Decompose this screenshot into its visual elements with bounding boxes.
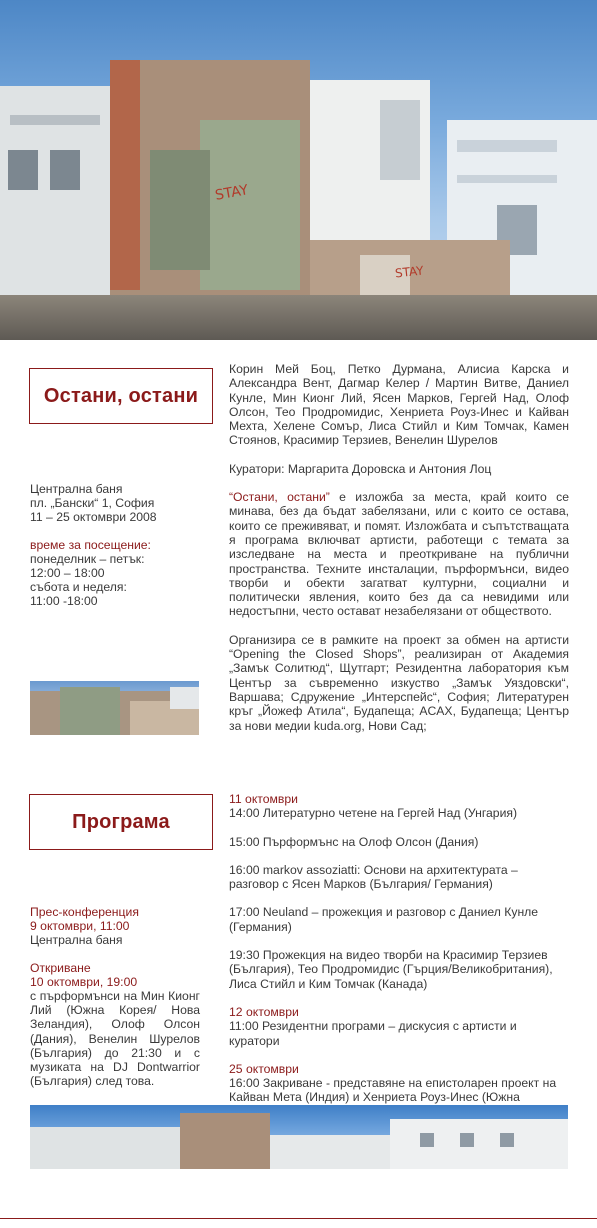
hours-line: събота и неделя: bbox=[30, 580, 127, 595]
venue-info bbox=[30, 482, 157, 609]
graffiti-text: STAY bbox=[213, 182, 250, 204]
venue-line: Централна баня bbox=[30, 482, 123, 496]
curators-line: Куратори: Маргарита Доровска и Антония Лоц bbox=[229, 461, 492, 476]
schedule-event: 14:00 Литературно четене на Гергей Над (Унгария) bbox=[229, 806, 518, 821]
venue-line: 11 – 25 октомври 2008 bbox=[30, 510, 157, 525]
description-paragraph bbox=[229, 490, 569, 619]
schedule-event: 17:00 Neuland – прожекция и разговор с Даниел Кунле (Германия) bbox=[229, 905, 539, 934]
exhibition-title-box bbox=[29, 368, 213, 424]
schedule-event: 15:00 Пърформънс на Олоф Олсон (Дания) bbox=[229, 834, 479, 849]
footer-divider bbox=[0, 1218, 597, 1219]
press-date: 9 октомври, 11:00 bbox=[30, 919, 130, 934]
description-lead: “Остани, остани” bbox=[229, 490, 330, 505]
press-title: Прес-конференция bbox=[30, 905, 139, 919]
hours-line: 12:00 – 18:00 bbox=[30, 566, 105, 581]
schedule-event: 19:30 Прожекция на видео творби на Красимир Терзиев (България), Тео Продромидис (Гърция/Великобритания), Лиса Стийл и Ким Томчак (Канада) bbox=[229, 948, 553, 991]
program-sidebar bbox=[30, 905, 200, 1088]
opening-date: 10 октомври, 19:00 bbox=[30, 974, 138, 989]
venue-line: пл. „Бански“ 1, София bbox=[30, 496, 155, 511]
schedule-event: 16:00 Закриване - представяне на епистоларен проект на Кайван Мета (Индия) и Хенриета Роуз-Инес (Южна bbox=[229, 1076, 557, 1105]
program-title: Програма bbox=[72, 810, 170, 833]
footer-photo bbox=[30, 1105, 568, 1169]
header-photo bbox=[0, 0, 597, 340]
organizers-paragraph: Организира се в рамките на проект за обмен на артисти “Opening the Closed Shops”, реализиран от Академия „Замък Солитюд“, Щутгарт; Резидентна лаборатория към Център за съвременно изкуство „Замък Уяздовски“, Варшава; Сдружение „Интерспейс“, София; Литературен кръг „Йожеф Атила“, Будапеща; ACAX, Будапеща; Център за нови медии kuda.org, Нови Сад; bbox=[229, 632, 569, 733]
graffiti-text: STAY bbox=[394, 263, 425, 281]
thumbnail-photo bbox=[30, 681, 199, 735]
day-date: 12 октомври bbox=[229, 1004, 299, 1019]
schedule-event: 16:00 markov assoziatti: Основи на архитектурата – разговор с Ясен Марков (България/ Германия) bbox=[229, 862, 518, 892]
schedule-event: 11:00 Резидентни програми – дискусия с артисти и куратори bbox=[229, 1019, 517, 1048]
opening-title: Откриване bbox=[30, 960, 91, 975]
hours-line: 11:00 -18:00 bbox=[30, 594, 98, 609]
program-schedule bbox=[229, 792, 569, 1119]
artists-list: Корин Мей Боц, Петко Дурмана, Алисиа Карска и Александра Вент, Дагмар Келер / Мартин Витве, Даниел Кунле, Мин Кионг Лий, Ясен Марков, Гергей Над, Олоф Олсон, Тео Продромидис, Хенриета Роуз-Инес и Кайван Мехта, Хелене Сомър, Лиса Стийл и Ким Томчак, Камен Стоянов, Красимир Терзиев, Венелин Шурелов bbox=[229, 362, 569, 448]
hours-title: време за посещение: bbox=[30, 537, 151, 552]
exhibition-description bbox=[229, 362, 569, 733]
opening-text: с пърформънси на Мин Кионг Лий (Южна Корея/ Нова Зеландия), Олоф Олсон (Дания), Венелин Шурелов (България) до 21:30 и с музиката на DJ Dontwarrior (България) след това. bbox=[30, 989, 200, 1089]
program-title-box bbox=[29, 794, 213, 850]
press-place: Централна баня bbox=[30, 933, 123, 948]
exhibition-title: Остани, остани bbox=[43, 384, 199, 407]
day-date: 11 октомври bbox=[229, 792, 298, 806]
day-date: 25 октомври bbox=[229, 1061, 299, 1076]
hours-line: понеделник – петък: bbox=[30, 551, 145, 566]
description-text: е изложба за места, край които се минава, без да бъдат забелязани, или с които се остава, които се преживяват, и помят. Изложбата и съпътстващата я програма включват артисти, работещи с темата за изследване на места и преоткриване на публични пространства. Техните инсталации, пърформънси, видео творби и обекти загатват културни, социални и политически явления, които без да са невидими или недостъпни, често остават незабелязани от обществото. bbox=[229, 490, 569, 619]
